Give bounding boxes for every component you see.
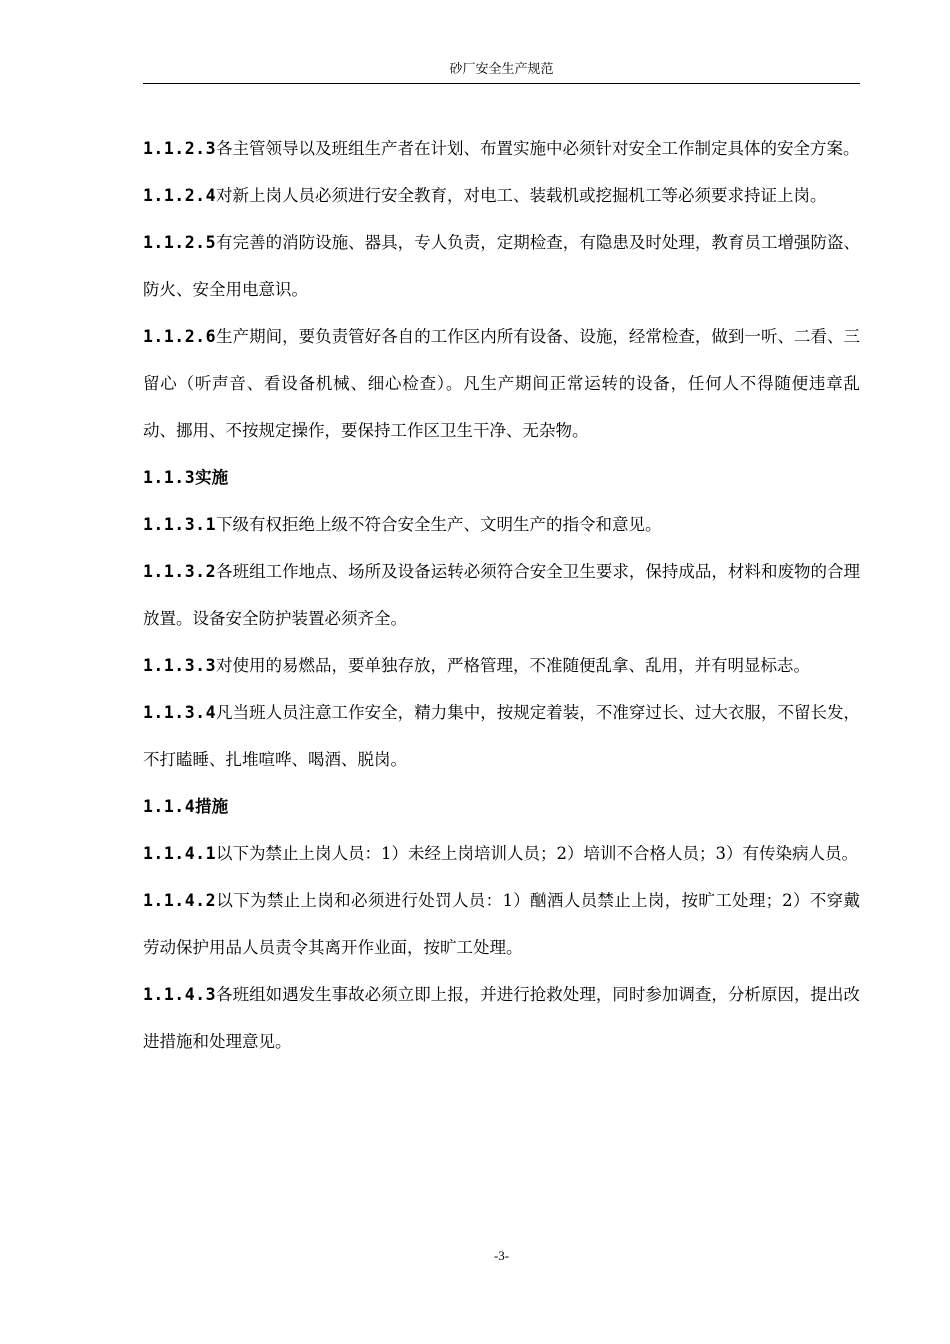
page-header-title: 砂厂安全生产规范 [449, 62, 554, 77]
paragraph-1.1.2.5 [143, 219, 860, 313]
clause-text: 各班组工作地点、场所及设备运转必须符合安全卫生要求，保持成品，材料和废物的合理放置。设备安全防护装置必须齐全。 [143, 562, 860, 628]
paragraph-1.1.2.4 [143, 172, 860, 219]
section-title: 措施 [195, 797, 229, 816]
clause-text: 各主管领导以及班组生产者在计划、布置实施中必须针对安全工作制定具体的安全方案。 [216, 139, 860, 158]
clause-text: 有完善的消防设施、器具，专人负责，定期检查，有隐患及时处理，教育员工增强防盗、防火、安全用电意识。 [143, 233, 860, 299]
clause-text: 下级有权拒绝上级不符合安全生产、文明生产的指令和意见。 [216, 515, 662, 534]
section-number: 1.1.4 [143, 797, 196, 816]
paragraph-1.1.2.3 [143, 125, 860, 172]
clause-text: 以下为禁止上岗人员：1）未经上岗培训人员；2）培训不合格人员；3）有传染病人员。 [216, 844, 859, 863]
clause-number: 1.1.3.3 [143, 656, 217, 675]
page-number: -3- [493, 1248, 510, 1263]
clause-text: 生产期间，要负责管好各自的工作区内所有设备、设施，经常检查，做到一听、二看、三留心（听声音、看设备机械、细心检查）。凡生产期间正常运转的设备，任何人不得随便违章乱动、挪用、不按规定操作，要保持工作区卫生干净、无杂物。 [143, 327, 860, 440]
clause-text: 凡当班人员注意工作安全，精力集中，按规定着装，不准穿过长、过大衣服，不留长发，不打瞌睡、扎堆喧哗、喝酒、脱岗。 [143, 703, 860, 769]
clause-number: 1.1.2.3 [143, 139, 217, 158]
clause-text: 以下为禁止上岗和必须进行处罚人员：1）酗酒人员禁止上岗，按旷工处理；2）不穿戴劳动保护用品人员责令其离开作业面，按旷工处理。 [143, 891, 860, 957]
clause-number: 1.1.3.1 [143, 515, 217, 534]
clause-number: 1.1.4.2 [143, 891, 217, 910]
clause-number: 1.1.2.6 [143, 327, 217, 346]
clause-number: 1.1.2.4 [143, 186, 217, 205]
section-heading-1.1.4 [143, 783, 860, 830]
paragraph-1.1.3.4 [143, 689, 860, 783]
clause-text: 对使用的易燃品，要单独存放，严格管理，不准随便乱拿、乱用，并有明显标志。 [216, 656, 811, 675]
paragraph-1.1.4.3 [143, 971, 860, 1065]
paragraph-1.1.2.6 [143, 313, 860, 454]
document-body [143, 125, 860, 1065]
paragraph-1.1.3.2 [143, 548, 860, 642]
header-divider [143, 83, 860, 84]
paragraph-1.1.4.2 [143, 877, 860, 971]
paragraph-1.1.3.1 [143, 501, 860, 548]
clause-number: 1.1.3.2 [143, 562, 217, 581]
section-number: 1.1.3 [143, 468, 196, 487]
clause-number: 1.1.4.1 [143, 844, 217, 863]
clause-text: 各班组如遇发生事故必须立即上报，并进行抢救处理，同时参加调查，分析原因，提出改进措施和处理意见。 [143, 985, 860, 1051]
section-heading-1.1.3 [143, 454, 860, 501]
clause-text: 对新上岗人员必须进行安全教育，对电工、装载机或挖掘机工等必须要求持证上岗。 [216, 186, 827, 205]
paragraph-1.1.3.3 [143, 642, 860, 689]
paragraph-1.1.4.1 [143, 830, 860, 877]
clause-number: 1.1.3.4 [143, 703, 217, 722]
clause-number: 1.1.4.3 [143, 985, 217, 1004]
section-title: 实施 [195, 468, 229, 487]
clause-number: 1.1.2.5 [143, 233, 217, 252]
